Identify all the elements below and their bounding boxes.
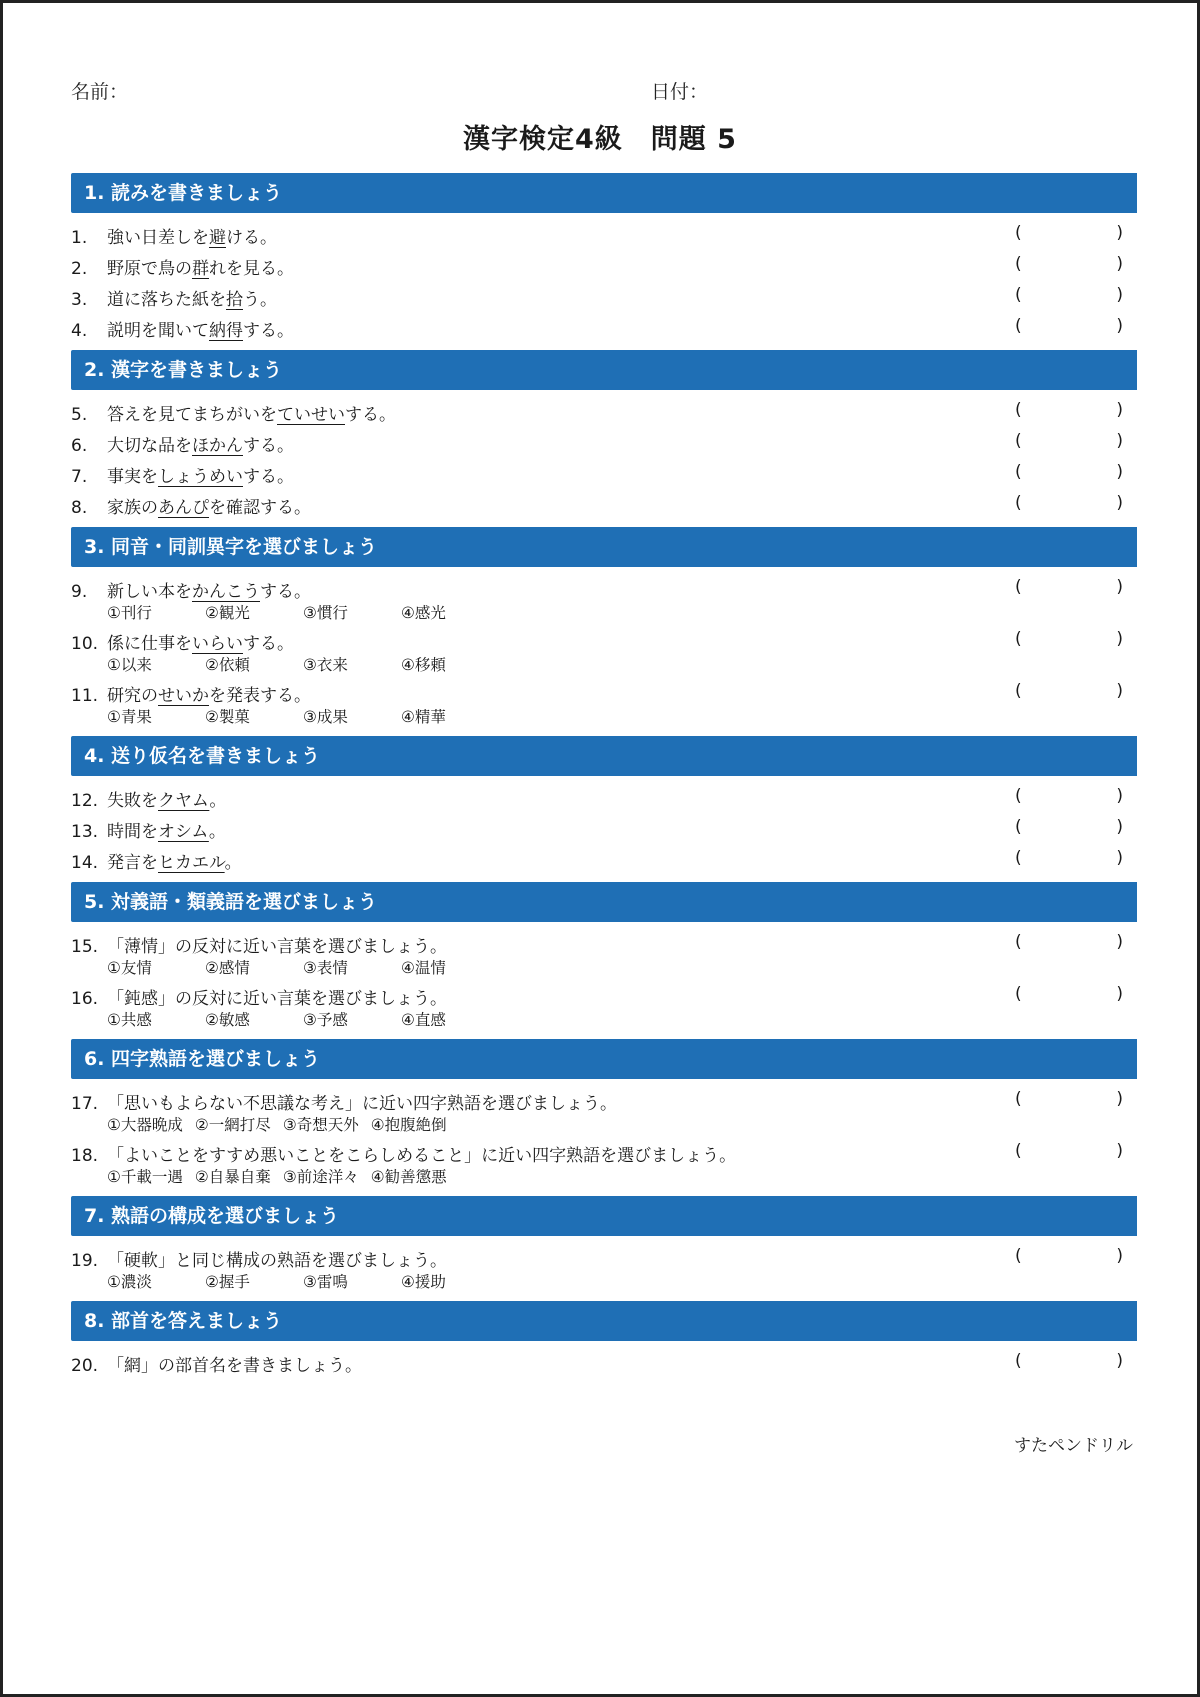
question-number: 7. bbox=[71, 467, 88, 487]
question-number: 15. bbox=[71, 937, 99, 957]
question-row bbox=[71, 574, 1137, 626]
answer-paren-close: ) bbox=[1116, 400, 1123, 420]
question-text bbox=[71, 1246, 447, 1271]
question-number: 14. bbox=[71, 853, 99, 873]
section-body bbox=[71, 390, 1137, 521]
question-row bbox=[71, 490, 1137, 521]
answer-paren-open: ( bbox=[1015, 223, 1022, 243]
question-text bbox=[71, 493, 311, 518]
answer-paren-open: ( bbox=[1015, 285, 1022, 305]
section-body bbox=[71, 1236, 1137, 1295]
answer-option: ③慣行 bbox=[303, 604, 348, 622]
question-row bbox=[71, 1086, 1137, 1138]
answer-option: ③表情 bbox=[303, 959, 348, 977]
question-fragment: する。 bbox=[260, 582, 311, 602]
section-body bbox=[71, 567, 1137, 730]
question-row bbox=[71, 929, 1137, 981]
question-text bbox=[71, 786, 226, 811]
answer-option: ①青果 bbox=[107, 708, 152, 726]
question-text bbox=[71, 681, 311, 706]
answer-paren-close: ) bbox=[1116, 1141, 1123, 1161]
question-number: 16. bbox=[71, 989, 99, 1009]
answer-option: ④直感 bbox=[401, 1011, 446, 1029]
question-fragment: 研究の bbox=[107, 686, 158, 706]
question-text bbox=[71, 223, 277, 248]
question-fragment: 。 bbox=[209, 791, 227, 811]
question-row bbox=[71, 428, 1137, 459]
answer-options bbox=[107, 653, 499, 675]
question-fragment: ける。 bbox=[226, 228, 277, 248]
answer-paren-close: ) bbox=[1116, 984, 1123, 1004]
question-fragment: 「薄情」の反対に近い言葉を選びましょう。 bbox=[107, 937, 447, 957]
answer-option: ④温情 bbox=[401, 959, 446, 977]
answer-paren-close: ) bbox=[1116, 786, 1123, 806]
answer-option: ③成果 bbox=[303, 708, 348, 726]
question-fragment: 説明を聞いて bbox=[107, 321, 209, 341]
question-row bbox=[71, 981, 1137, 1033]
question-number: 17. bbox=[71, 1094, 99, 1114]
question-text bbox=[71, 984, 447, 1009]
answer-paren-close: ) bbox=[1116, 681, 1123, 701]
date-label: 日付： bbox=[651, 81, 709, 103]
answer-options bbox=[107, 1165, 459, 1187]
underlined-target: 納得 bbox=[209, 321, 243, 341]
underlined-target: あんぴ bbox=[158, 498, 209, 518]
answer-paren-close: ) bbox=[1116, 817, 1123, 837]
question-fragment: 「思いもよらない不思議な考え」に近い四字熟語を選びましょう。 bbox=[107, 1094, 617, 1114]
underlined-target: オシム bbox=[158, 822, 209, 842]
question-text bbox=[71, 1351, 362, 1376]
underlined-target: かんこう bbox=[192, 582, 260, 602]
answer-option: ②製菓 bbox=[205, 708, 250, 726]
answer-option: ①共感 bbox=[107, 1011, 152, 1029]
answer-option: ②自暴自棄 bbox=[194, 1168, 271, 1186]
name-label: 名前： bbox=[71, 81, 129, 103]
answer-paren-open: ( bbox=[1015, 848, 1022, 868]
question-fragment: する。 bbox=[243, 467, 294, 487]
question-number: 2. bbox=[71, 259, 88, 279]
answer-paren-close: ) bbox=[1116, 848, 1123, 868]
question-fragment: する。 bbox=[243, 321, 294, 341]
question-fragment: う。 bbox=[243, 290, 277, 310]
question-text bbox=[71, 431, 294, 456]
question-row bbox=[71, 678, 1137, 730]
question-row bbox=[71, 1348, 1137, 1379]
question-number: 10. bbox=[71, 634, 99, 654]
answer-option: ④抱腹絶倒 bbox=[370, 1116, 447, 1134]
answer-option: ③衣来 bbox=[303, 656, 348, 674]
answer-paren-open: ( bbox=[1015, 400, 1022, 420]
underlined-target: 避 bbox=[209, 228, 226, 248]
answer-option: ①濃淡 bbox=[107, 1273, 152, 1291]
section-body bbox=[71, 776, 1137, 876]
answer-option: ①刊行 bbox=[107, 604, 152, 622]
question-fragment: 答えを見てまちがいを bbox=[107, 405, 277, 425]
question-text bbox=[71, 1089, 617, 1114]
question-row bbox=[71, 282, 1137, 313]
question-fragment: 事実を bbox=[107, 467, 158, 487]
underlined-target: 拾 bbox=[226, 290, 243, 310]
answer-paren-close: ) bbox=[1116, 577, 1123, 597]
question-fragment: する。 bbox=[243, 436, 294, 456]
answer-option: ④勧善懲悪 bbox=[370, 1168, 447, 1186]
question-text bbox=[71, 316, 294, 341]
section-header: 4. 送り仮名を書きましょう bbox=[71, 736, 1137, 776]
question-text bbox=[71, 285, 277, 310]
footer-brand: すたペンドリル bbox=[1014, 1436, 1133, 1456]
answer-option: ②観光 bbox=[205, 604, 250, 622]
question-number: 12. bbox=[71, 791, 99, 811]
question-text bbox=[71, 932, 447, 957]
answer-paren-open: ( bbox=[1015, 254, 1022, 274]
answer-paren-open: ( bbox=[1015, 462, 1022, 482]
answer-paren-open: ( bbox=[1015, 817, 1022, 837]
question-row bbox=[71, 459, 1137, 490]
question-fragment: 道に落ちた紙を bbox=[107, 290, 226, 310]
answer-paren-open: ( bbox=[1015, 1141, 1022, 1161]
answer-paren-open: ( bbox=[1015, 629, 1022, 649]
answer-options bbox=[107, 1008, 499, 1030]
question-fragment: 家族の bbox=[107, 498, 158, 518]
answer-paren-close: ) bbox=[1116, 1351, 1123, 1371]
answer-option: ②敏感 bbox=[205, 1011, 250, 1029]
answer-paren-close: ) bbox=[1116, 431, 1123, 451]
answer-options bbox=[107, 705, 499, 727]
underlined-target: ていせい bbox=[277, 405, 345, 425]
question-fragment: 強い日差しを bbox=[107, 228, 209, 248]
question-text bbox=[71, 400, 396, 425]
answer-option: ①千載一遇 bbox=[107, 1168, 183, 1186]
question-fragment: 。 bbox=[208, 822, 226, 842]
question-fragment: 大切な品を bbox=[107, 436, 192, 456]
answer-paren-close: ) bbox=[1116, 254, 1123, 274]
question-fragment: 「鈍感」の反対に近い言葉を選びましょう。 bbox=[107, 989, 447, 1009]
answer-paren-open: ( bbox=[1015, 493, 1022, 513]
question-fragment: 時間を bbox=[107, 822, 158, 842]
question-row bbox=[71, 814, 1137, 845]
section-header: 5. 対義語・類義語を選びましょう bbox=[71, 882, 1137, 922]
section-header: 6. 四字熟語を選びましょう bbox=[71, 1039, 1137, 1079]
question-fragment: 新しい本を bbox=[107, 582, 192, 602]
answer-option: ①大器晩成 bbox=[107, 1116, 183, 1134]
question-number: 5. bbox=[71, 405, 88, 425]
question-fragment: 失敗を bbox=[107, 791, 158, 811]
question-row bbox=[71, 220, 1137, 251]
answer-paren-open: ( bbox=[1015, 1246, 1022, 1266]
underlined-target: いらい bbox=[192, 634, 243, 654]
question-fragment: 「網」の部首名を書きましょう。 bbox=[107, 1356, 362, 1376]
answer-option: ②依頼 bbox=[205, 656, 250, 674]
question-row bbox=[71, 1138, 1137, 1190]
question-number: 11. bbox=[71, 686, 99, 706]
question-text bbox=[71, 629, 294, 654]
answer-option: ①友情 bbox=[107, 959, 152, 977]
question-fragment: する。 bbox=[243, 634, 294, 654]
question-number: 9. bbox=[71, 582, 88, 602]
question-text bbox=[71, 577, 311, 602]
section-header: 8. 部首を答えましょう bbox=[71, 1301, 1137, 1341]
answer-paren-open: ( bbox=[1015, 681, 1022, 701]
answer-paren-open: ( bbox=[1015, 786, 1022, 806]
answer-option: ②感情 bbox=[205, 959, 250, 977]
question-fragment: 発言を bbox=[107, 853, 158, 873]
question-text bbox=[71, 254, 294, 279]
question-fragment: 「よいことをすすめ悪いことをこらしめること」に近い四字熟語を選びましょう。 bbox=[107, 1146, 737, 1166]
answer-paren-close: ) bbox=[1116, 462, 1123, 482]
answer-paren-close: ) bbox=[1116, 932, 1123, 952]
answer-option: ③雷鳴 bbox=[303, 1273, 348, 1291]
answer-option: ③奇想天外 bbox=[282, 1116, 359, 1134]
question-row bbox=[71, 397, 1137, 428]
question-fragment: 野原で鳥の bbox=[107, 259, 192, 279]
question-fragment: 「硬軟」と同じ構成の熟語を選びましょう。 bbox=[107, 1251, 447, 1271]
section-body bbox=[71, 213, 1137, 344]
question-fragment: 係に仕事を bbox=[107, 634, 192, 654]
answer-paren-close: ) bbox=[1116, 223, 1123, 243]
question-number: 4. bbox=[71, 321, 88, 341]
answer-option: ④移頼 bbox=[401, 656, 446, 674]
underlined-target: せいか bbox=[158, 686, 209, 706]
question-fragment: 。 bbox=[224, 853, 242, 873]
section-header: 1. 読みを書きましょう bbox=[71, 173, 1137, 213]
answer-paren-open: ( bbox=[1015, 1089, 1022, 1109]
answer-options bbox=[107, 1113, 459, 1135]
section-body bbox=[71, 1079, 1137, 1190]
question-fragment: を発表する。 bbox=[209, 686, 311, 706]
question-number: 6. bbox=[71, 436, 88, 456]
answer-paren-open: ( bbox=[1015, 1351, 1022, 1371]
answer-paren-close: ) bbox=[1116, 285, 1123, 305]
question-fragment: れを見る。 bbox=[209, 259, 294, 279]
answer-paren-close: ) bbox=[1116, 493, 1123, 513]
answer-options bbox=[107, 1270, 499, 1292]
section-body bbox=[71, 1341, 1137, 1379]
question-number: 1. bbox=[71, 228, 88, 248]
underlined-target: ほかん bbox=[192, 436, 243, 456]
question-number: 19. bbox=[71, 1251, 99, 1271]
underlined-target: 群 bbox=[192, 259, 209, 279]
underlined-target: しょうめい bbox=[158, 467, 243, 487]
underlined-target: クヤム bbox=[158, 791, 210, 811]
answer-paren-open: ( bbox=[1015, 932, 1022, 952]
question-fragment: を確認する。 bbox=[209, 498, 311, 518]
question-fragment: する。 bbox=[345, 405, 396, 425]
question-text bbox=[71, 462, 294, 487]
section-body bbox=[71, 922, 1137, 1033]
page-title: 漢字検定4級 問題 5 bbox=[463, 124, 737, 155]
question-number: 13. bbox=[71, 822, 99, 842]
answer-options bbox=[107, 956, 499, 978]
question-text bbox=[71, 848, 242, 873]
answer-paren-close: ) bbox=[1116, 629, 1123, 649]
answer-option: ①以来 bbox=[107, 656, 152, 674]
question-row bbox=[71, 313, 1137, 344]
question-number: 20. bbox=[71, 1356, 99, 1376]
answer-paren-open: ( bbox=[1015, 316, 1022, 336]
question-number: 18. bbox=[71, 1146, 99, 1166]
answer-option: ②一網打尽 bbox=[194, 1116, 271, 1134]
question-row bbox=[71, 251, 1137, 282]
answer-options bbox=[107, 601, 499, 623]
question-row bbox=[71, 845, 1137, 876]
answer-option: ③前途洋々 bbox=[282, 1168, 359, 1186]
question-text bbox=[71, 817, 226, 842]
answer-option: ②握手 bbox=[205, 1273, 250, 1291]
question-row bbox=[71, 1243, 1137, 1295]
question-number: 3. bbox=[71, 290, 88, 310]
section-header: 2. 漢字を書きましょう bbox=[71, 350, 1137, 390]
answer-paren-close: ) bbox=[1116, 1089, 1123, 1109]
answer-option: ④感光 bbox=[401, 604, 446, 622]
question-text bbox=[71, 1141, 736, 1166]
question-sections bbox=[71, 173, 1137, 1385]
question-row bbox=[71, 626, 1137, 678]
answer-paren-close: ) bbox=[1116, 1246, 1123, 1266]
question-row bbox=[71, 783, 1137, 814]
answer-paren-close: ) bbox=[1116, 316, 1123, 336]
answer-option: ④精華 bbox=[401, 708, 446, 726]
question-number: 8. bbox=[71, 498, 88, 518]
answer-option: ③予感 bbox=[303, 1011, 348, 1029]
section-header: 7. 熟語の構成を選びましょう bbox=[71, 1196, 1137, 1236]
underlined-target: ヒカエル bbox=[158, 853, 225, 873]
answer-option: ④援助 bbox=[401, 1273, 446, 1291]
section-header: 3. 同音・同訓異字を選びましょう bbox=[71, 527, 1137, 567]
answer-paren-open: ( bbox=[1015, 431, 1022, 451]
answer-paren-open: ( bbox=[1015, 577, 1022, 597]
answer-paren-open: ( bbox=[1015, 984, 1022, 1004]
